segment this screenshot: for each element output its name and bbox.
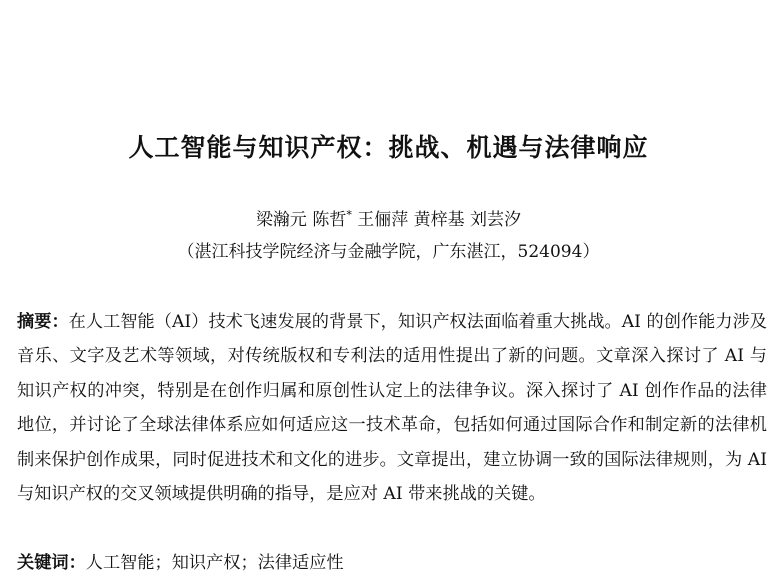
keywords-text: 人工智能；知识产权；法律适应性 [85, 553, 344, 573]
author-affiliation: （湛江科技学院经济与金融学院，广东湛江，524094） [177, 242, 600, 262]
author-names: 王俪萍 黄梓基 刘芸汐 [357, 210, 522, 230]
author-name: 陈哲* [312, 208, 352, 230]
corresponding-author-mark: * [346, 208, 352, 222]
paper-title: 人工智能与知识产权：挑战、机遇与法律响应 [128, 133, 649, 162]
abstract-label: 摘要： [17, 312, 69, 332]
keywords-section [17, 548, 344, 573]
author-list [0, 205, 777, 230]
abstract-section [17, 305, 767, 511]
abstract-text: 在人工智能（AI）技术飞速发展的背景下，知识产权法面临着重大挑战。AI 的创作能力涉及音乐、文字及艺术等领域，对传统版权和专利法的适用性提出了新的问题。文章深入探讨了 AI 与知识产权的冲突，特别是在创作归属和原创性认定上的法律争议。深入探讨了 AI 创作作品的法律地位，并讨论了全球法律体系应如何适应这一技术革命，包括如何通过国际合作和制定新的法律机制来保护创作成果，同时促进技术和文化的进步。文章提出，建立协调一致的国际法律规则，为 AI 与知识产权的交叉领域提供明确的指导，是应对 AI 带来挑战的关键。 [17, 312, 767, 505]
author-name: 梁瀚元 [255, 210, 307, 230]
keywords-label: 关键词： [17, 553, 86, 573]
